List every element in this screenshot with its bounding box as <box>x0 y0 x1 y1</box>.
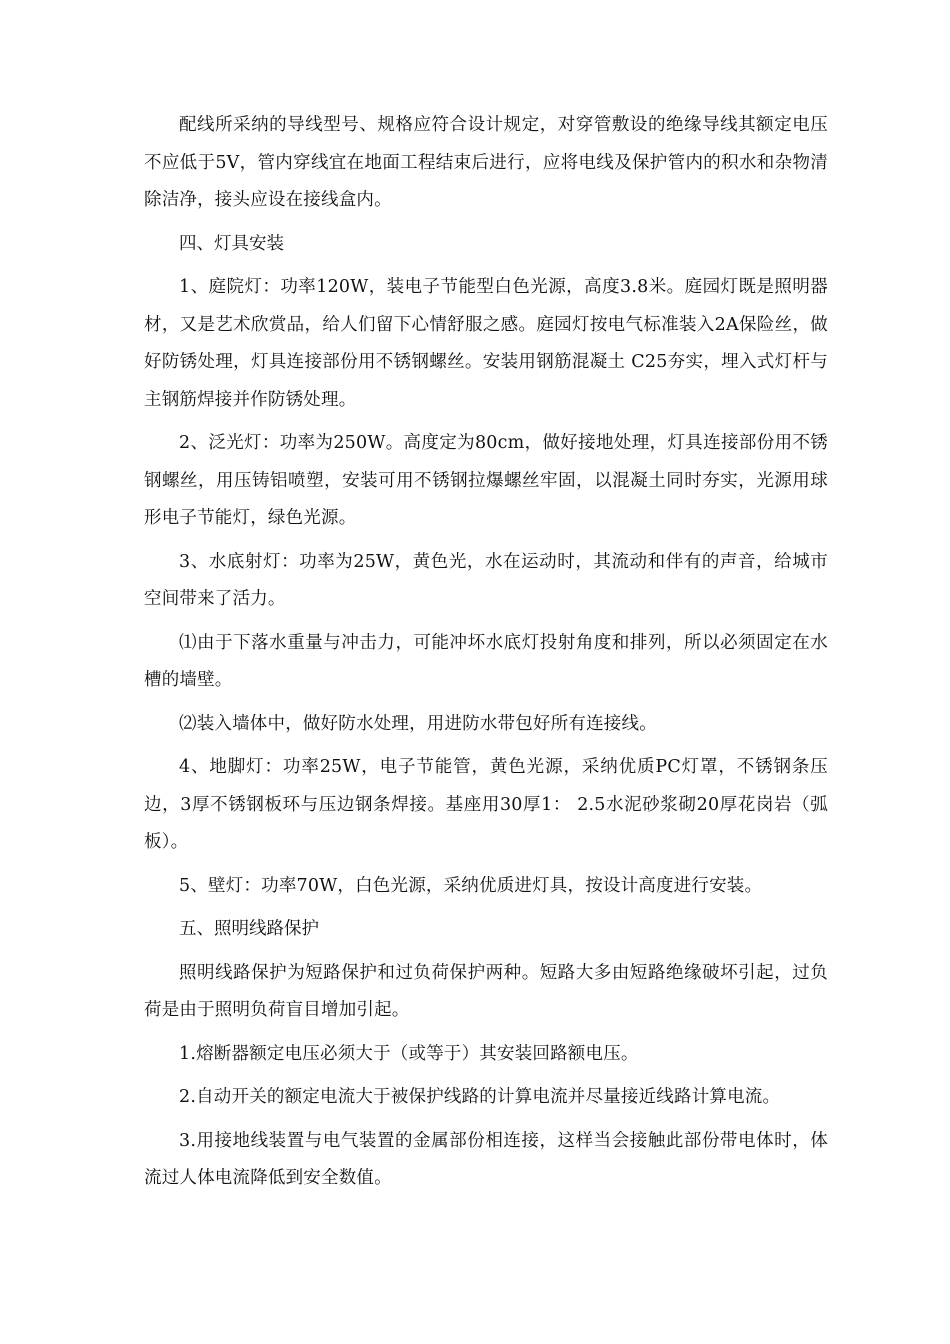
paragraph-floodlight: 2、泛光灯：功率为250W。高度定为80cm，做好接地处理，灯具连接部份用不锈钢螺丝，用压铸铝喷塑，安装可用不锈钢拉爆螺丝牢固，以混凝土同时夯实，光源用球形电子节能灯，绿色光源。 <box>144 433 828 528</box>
paragraph-courtyard-lamp: 1、庭院灯：功率120W，装电子节能型白色光源，高度3.8米。庭园灯既是照明器材，又是艺术欣赏品，给人们留下心情舒服之感。庭园灯按电气标准装入2A保险丝，做好防锈处理，灯具连接部份用不锈钢螺丝。安装用钢筋混凝土 C25夯实，埋入式灯杆与主钢筋焊接并作防锈处理。 <box>144 277 828 410</box>
document-body <box>144 107 828 1204</box>
paragraph-underwater-note-1: ⑴由于下落水重量与冲击力，可能冲坏水底灯投射角度和排列，所以必须固定在水槽的墙壁。 <box>144 632 828 690</box>
paragraph-wiring-requirements: 配线所采纳的导线型号、规格应符合设计规定，对穿管敷设的绝缘导线其额定电压不应低于5V，管内穿线宜在地面工程结束后进行，应将电线及保护管内的积水和杂物清除洁净，接头应设在接线盒内。 <box>144 115 828 210</box>
paragraph-underwater-note-2: ⑵装入墙体中，做好防水处理，用进防水带包好所有连接线。 <box>179 713 657 734</box>
paragraph-breaker-rule: 2.自动开关的额定电流大于被保护线路的计算电流并尽量接近线路计算电流。 <box>179 1087 781 1107</box>
paragraph-wall-lamp: 5、壁灯：功率70W，白色光源，采纳优质进灯具，按设计高度进行安装。 <box>179 875 763 896</box>
paragraph-foot-lamp: 4、地脚灯：功率25W，电子节能管，黄色光源，采纳优质PC灯罩，不锈钢条压边，3厚不锈钢板环与压边钢条焊接。基座用30厚1： 2.5水泥砂浆砌20厚花岗岩（弧板）。 <box>144 757 828 852</box>
paragraph-protection-intro: 照明线路保护为短路保护和过负荷保护两种。短路大多由短路绝缘破坏引起，过负荷是由于照明负荷盲目增加引起。 <box>144 962 828 1020</box>
section-heading-lamp-installation: 四、灯具安装 <box>179 233 284 254</box>
paragraph-fuse-rule: 1.熔断器额定电压必须大于（或等于）其安装回路额电压。 <box>179 1043 639 1064</box>
paragraph-grounding-rule: 3.用接地线装置与电气装置的金属部份相连接，这样当会接触此部份带电体时，体流过人体电流降低到安全数值。 <box>144 1130 828 1188</box>
section-heading-circuit-protection: 五、照明线路保护 <box>179 919 319 939</box>
paragraph-underwater-lamp: 3、水底射灯：功率为25W，黄色光，水在运动时，其流动和伴有的声音，给城市空间带来了活力。 <box>144 551 828 609</box>
